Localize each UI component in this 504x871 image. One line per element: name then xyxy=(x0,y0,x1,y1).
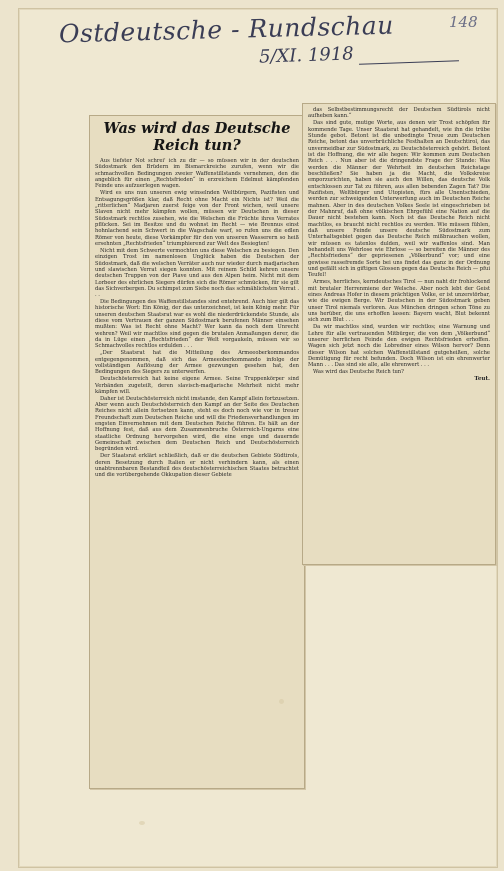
clipping-left xyxy=(89,115,305,789)
archive-sheet xyxy=(18,8,498,868)
paragraph: das Selbstbestimmungsrecht der Deutschen Südtirols nicht aufheben kann.“ xyxy=(308,107,490,120)
paragraph: Die Bedingungen des Waffenstillstandes sind entehrend. Auch hier gilt das historische Wort: Ein König, der das unterzeichnet, ist kein König mehr. Für unseren deutschen Staatsrat war es wohl die niederdrückendste Stunde, als diese vom Vertrauen der ganzen Südostmark berufenen Männer einsehen mußten: Was ist Recht ohne Macht? Wer kann da noch dem Unrecht wehren? Weil wir machtlos sind gegen die brutalen Anmaßungen derer, die da in Lüge einen „Rechtsfrieden“ der Welt vorgaukeln, müssen wir so Schmachvolles rechtlos erdulden . . . xyxy=(95,299,299,350)
article-title: Was wird das Deutsche Reich tun? xyxy=(103,120,291,154)
article-column-left xyxy=(95,158,299,479)
paper-stain xyxy=(279,699,284,704)
article-column-right xyxy=(308,107,490,383)
handwritten-underline xyxy=(359,60,459,64)
handwritten-page-number: 148 xyxy=(449,13,478,31)
paragraph: Wird es uns nun unseren ewig winselnden Weltbürgern, Pazifisten und Entsagungsgrößen klar, daß Recht ohne Macht ein Nichts ist? Weil die „ritterlichen“ Madjaren zuerst feige von der Front wichen, weil unsere Slaven nicht mehr kämpfen wollen, müssen wir Deutschen in dieser Südostmark rechtlos zusehen, wie die Welschen die Früchte ihres Verrates pflücken. Sei im Besitze und du wohnst im Recht — wie Brennus einst hohnlachend sein Schwert in die Wagschale warf, so rufen uns die edlen Römer von heute, diese Vorkämpfer für den von unseren Wasserern so heiß ersehnten „Rechtsfrieden“ triumphierend zur Welt des Besiegten! xyxy=(95,190,299,247)
paragraph: Deutschösterreich hat keine eigene Armee. Seine Truppenkörper sind Verbänden zugeteilt, deren slavisch-madjarische Mehrheit nicht mehr kämpfen will. xyxy=(95,376,299,395)
paragraph: Da wir machtlos sind, wurden wir rechtlos; eine Warnung und Lehre für alle vertrauenden Mitbürger, die von dem „Völkerbund“ unserer herrlichen Feinde den ewigen Rechtsfrieden erhoffen. Wagen sich jetzt noch die Lobredner eines Wilson hervor? Denn dieser Wilson hat solchen Waffenstillstand gutgeheißen, solche Demütigung für recht befunden. Doch Wilson ist ein ehrenwerter Mann . . . Das sind sie alle, alle ehrenwert . . . xyxy=(308,324,490,369)
paragraph: Was wird das Deutsche Reich tun? xyxy=(313,369,404,376)
handwritten-date: 5/XI. 1918 xyxy=(258,43,355,68)
paragraph: Daher ist Deutschösterreich nicht imstande, den Kampf allein fortzusetzen. Aber wenn auch Deutschösterreich den Kampf an der Seite des Deutschen Reiches nicht allein fortsetzen kann, steht es doch noch wie vor in treuer Freundschaft zum Deutschen Reiche und will die Friedensverhandlungen im engsten Einvernehmen mit dem Deutschen Reiche führen. Es hält an der Hoffnung fest, daß aus dem Zusammenbruche Österreich-Ungarns eine staatliche Ordnung hervorgehen wird, die eine enge und dauernde Gemeinschaft zwischen dem Deutschen Reich und Deutschösterreich begründen wird. xyxy=(95,395,299,453)
paper-stain xyxy=(139,821,145,825)
paragraph: Der Staatsrat erklärt schließlich, daß er die deutschen Gebiete Südtirols, deren Besetzung durch Italien er nicht verhindern kann, als einen unabtrennbaren Bestandteil des deutschösterreichischen Staates betrachtet und die vorübergehende Okkupation dieser Gebiete xyxy=(95,453,299,479)
paragraph: „Der Staatsrat hat die Mitteilung des Armeeoberkommandos entgegengenommen, daß sich das Armeeoberkommando infolge der vollständigen Auflösung der Armee gezwungen gesehen hat, den Bedingungen des Siegers zu unterwerfen. xyxy=(95,350,299,376)
clipping-right xyxy=(302,103,496,565)
paragraph: Nicht mit dem Schwerte vermochten uns diese Welschen zu besiegen. Den einzigen Trost im namenlosen Unglück haben die Deutschen der Südostmark, daß die welschen Verräter auch nur wieder durch madjarischen und slawischen Verrat siegen konnten. Mit reinem Schild kehren unsere deutschen Truppen von der Piave und aus den Alpen heim. Nicht mit dem Lorbeer des ehrlichen Siegers dürfen sich die Römer schmücken, für sie gilt das Sichverbergen. Du schimpst zum Siebe noch das schmählichsten Verrat . . . xyxy=(95,247,299,299)
paragraph: Das sind gute, mutige Worte, aus denen wir Trost schöpfen für kommende Tage. Unser Staatsrat hat gehandelt, wie ihn die trübe Stunde gebot. Betont ist die unbedingte Treue zum Deutschen Reiche, betont das unverbrüchliche Festhalten an Deutschtirol, das unvermeidbar zur Südostmark, zu Deutschösterreich gehört. Betont ist die Hoffnung, die wir alle hegen: Wir kommen zum Deutschen Reich . . . Nun aber ist die dringendste Frage der Stunde: Was werden die Männer der Wehrheit im deutschen Reichstage beschließen? Sie haben ja die Macht, die Volkskreise emporzurichten, haben sie auch den Willen, das deutsche Volk entschlossen zur Tat zu führen, aus allen bebenden Zagen Tat? Die Pazifisten, Weltbürger und Utopisten, fürs alle Unentschieden, werden zur schweigenden Unterwerfung auch im Deutschen Reiche mahnen. Aber in des deutschen Volkes Seele ist eingeschrieben ist der Mahnruf, daß ohne völkischen Ehrgefühl eine Nation auf die Dauer nicht bestehen kann. Noch ist das Deutsche Reich nicht machtlos, es braucht nicht rechtlos zu werden. Wie müssen fühlen, daß unsere Feinde unsere deutsche Südostmark zum Unterhaltsgebiet gegen das Deutsche Reich mißbrauchen wollen, wir müssen es tatenlos dulden, weil wir waffenlos sind. Man behandelt uns Wehrlose wie Ehrlose — so bereiten die Männer des „Rechtsfriedens“ der gepriesenen „Völkerbund“ vor; und eine gewisse rassefremde Sorte bei uns findet das ganz in der Ordnung und gefällt sich in giftigen Glossen gegen das Deutsche Reich — pfui Teufel! xyxy=(308,120,490,279)
paragraph: Armes, herrliches, kerndeutsches Tirol — nun naht dir frohlockend mit brutaler Herrenmiene der Welsche. Aber noch lebt der Geist eines Andreas Hofer in diesem prächtigen Volke, er ist unzerstörbar, wie die ewigen Berge. Wir Deutschen in der Südostmark geben unser Tirol niemals verloren. Aus München dringen schon Töne zu uns herüber, die uns erhoffen lassen: Bayern wacht, Blut bekennt sich zum Blut . . . xyxy=(308,279,490,324)
paragraph: Aus tiefster Not schrei' ich zu dir — so müssen wir in der deutschen Südostmark den Brüdern im Bismarckreiche zurufen, wenn wir die schmachvollen Bedingungen zweier Waffenstillstands vernehmen, den die angeblich für einen „Rechtsfrieden“ in erzreichem Edelmut kämpfenden Feinde uns aufzuerlegen wagen. xyxy=(95,158,299,190)
handwritten-newspaper-name: Ostdeutsche - Rundschau xyxy=(58,10,395,49)
article-signature: Teut. xyxy=(474,376,490,383)
